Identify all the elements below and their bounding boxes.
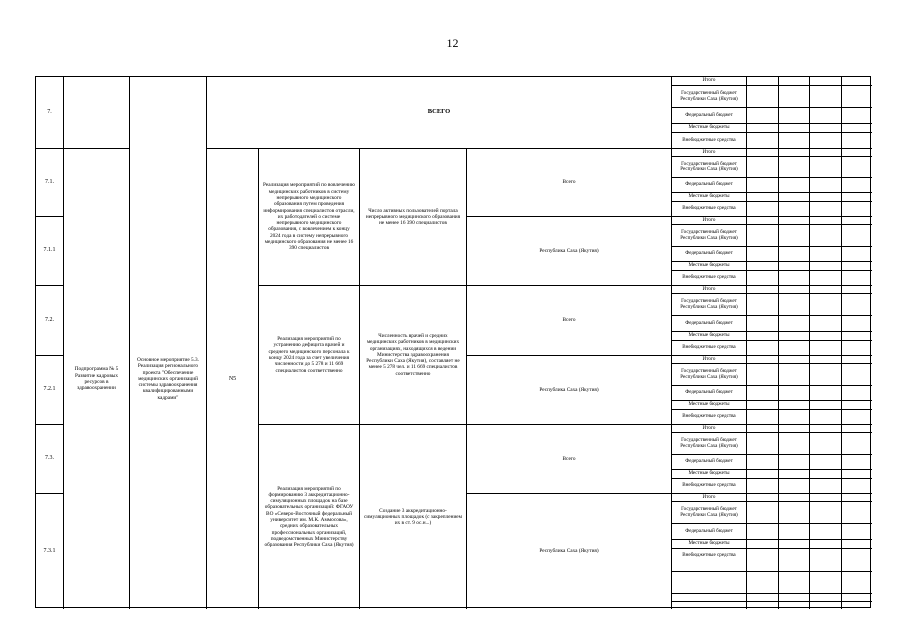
source-label: Внебюджетные средства (682, 552, 736, 559)
source-label: Итого (702, 77, 716, 84)
executor-cell: Республика Саха (Якутия) (539, 548, 599, 555)
source-label: Государственный бюджет Республики Саха (Якутия) (680, 437, 738, 449)
source-label: Итого (702, 425, 716, 431)
source-label: Внебюджетные средства (682, 205, 736, 212)
project-code: N5 (228, 375, 237, 382)
source-label: Итого (702, 286, 716, 292)
source-label: Федеральный бюджет (685, 250, 733, 257)
row-number: 7.2.1 (43, 386, 56, 393)
indicator-cell: Создание 3 аккредитационно-симуляционных площадок (с закреплением их в ст. 9 ос.н...) (364, 507, 463, 527)
source-label: Государственный бюджет Республики Саха (Якутия) (680, 90, 738, 102)
row-number: 7.3. (45, 455, 54, 462)
indicator-cell: Численность врачей и средних медицинских работников в медицинских организациях, находящихся в ведении Министерства здравоохранения Республики Саха (Якутия), составляет не менее 5 278 чел. и 11 669 специалистов соответственно (366, 332, 460, 377)
main-event-cell: Основное мероприятие 5.3. Реализация регионального проекта "Обеспечение медицинских организаций системы здравоохранения квалифицированными кадрами" (137, 356, 199, 401)
source-label: Итого (702, 356, 716, 362)
executor-cell: Всего (562, 317, 576, 324)
source-label: Государственный бюджет Республики Саха (Якутия) (680, 229, 738, 241)
source-label: Местные бюджеты (688, 401, 730, 408)
row-number: 7.1.1 (43, 247, 56, 254)
source-label: Государственный бюджет Республики Саха (Якутия) (680, 160, 738, 172)
row-number: 7.3.1 (43, 547, 56, 554)
budget-table (35, 76, 871, 608)
source-label: Местные бюджеты (688, 470, 730, 477)
source-label: Федеральный бюджет (685, 527, 733, 534)
source-label: Местные бюджеты (688, 124, 730, 131)
source-label: Федеральный бюджет (685, 319, 733, 326)
source-label: Внебюджетные средства (682, 413, 736, 420)
source-label: Внебюджетные средства (682, 344, 736, 351)
source-label: Федеральный бюджет (685, 458, 733, 465)
event-cell: Реализация мероприятий по формированию 3 аккредитационно-симуляционных площадок на базе образовательных организаций: ФГАОУ ВО «Северо-Восточный федеральный университет им. М.К. Аммосова», средних образовательных профессиональных организаций, подведомственных Министерству образования Республики Саха (Якутия) (264, 485, 354, 549)
executor-cell: Всего (562, 179, 576, 186)
row-number: 7.1. (45, 178, 54, 185)
source-label: Внебюджетные средства (682, 136, 736, 143)
subprogram-cell: Подпрограмма № 5 Развитие кадровых ресурсов в здравоохранении (74, 366, 119, 392)
source-label: Федеральный бюджет (685, 111, 733, 118)
source-label: Федеральный бюджет (685, 389, 733, 396)
row-number: 7.2. (45, 316, 54, 323)
executor-cell: Всего (562, 455, 576, 462)
source-label: Государственный бюджет Республики Саха (Якутия) (680, 506, 738, 518)
source-label: Внебюджетные средства (682, 274, 736, 281)
indicator-cell: Число активных пользователей портала непрерывного медицинского образования не менее 16 390 специалистов (365, 207, 461, 227)
total-label: ВСЕГО (427, 108, 451, 116)
source-label: Итого (702, 217, 716, 223)
event-cell: Реализация мероприятий по вовлечению медицинских работников в систему непрерывного медицинского образования путем проведения информирования специалистов отрасли, их работодателей о системе непрерывного медицинского образования, с вовлечением к концу 2024 года в систему непрерывного медицинского образования не менее 16 390 специалистов (263, 182, 355, 252)
source-label: Итого (702, 494, 716, 500)
executor-cell: Республика Саха (Якутия) (539, 247, 599, 254)
source-label: Местные бюджеты (688, 193, 730, 200)
source-label: Местные бюджеты (688, 262, 730, 269)
event-cell: Реализация мероприятий по устранению дефицита врачей и среднего медицинского персонала к концу 2024 года за счет увеличения численности до 5 278 и 11 669 специалистов соответственно (268, 336, 350, 374)
source-label: Местные бюджеты (688, 332, 730, 339)
source-label: Внебюджетные средства (682, 482, 736, 489)
executor-cell: Республика Саха (Якутия) (539, 386, 599, 393)
source-label: Государственный бюджет Республики Саха (Якутия) (680, 298, 738, 310)
row-number: 7. (47, 109, 52, 116)
source-label: Государственный бюджет Республики Саха (Якутия) (680, 368, 738, 380)
source-label: Федеральный бюджет (685, 181, 733, 188)
source-label: Местные бюджеты (688, 540, 730, 547)
source-label: Итого (702, 149, 716, 155)
page-number: 12 (446, 36, 459, 50)
